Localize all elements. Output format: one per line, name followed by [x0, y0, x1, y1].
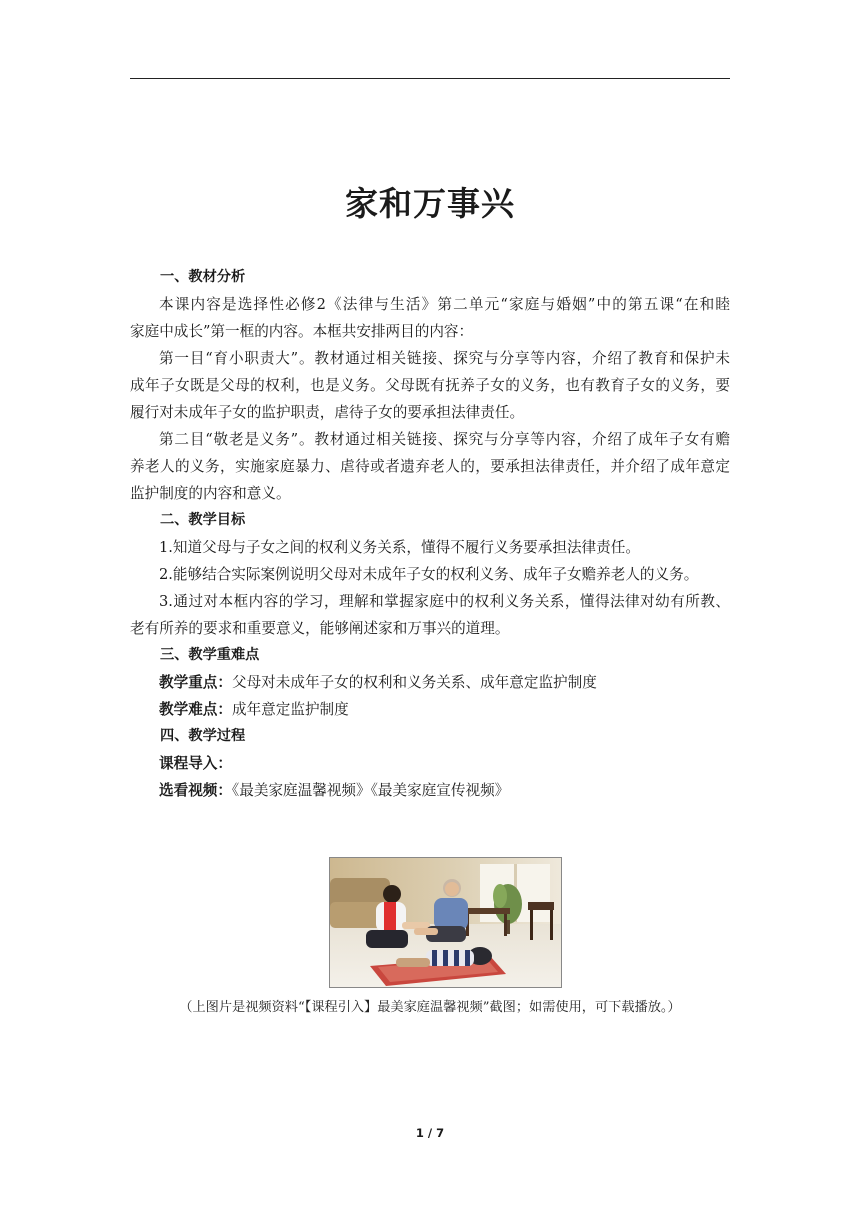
goal-item: 3.通过对本框内容的学习，理解和掌握家庭中的权利义务关系，懂得法律对幼有所教、 — [159, 593, 730, 610]
paragraph-line: 履行对未成年子女的监护职责，虐待子女的要承担法律责任。 — [130, 404, 525, 421]
video-screenshot-illustration — [330, 858, 562, 988]
video-line — [130, 777, 730, 804]
image-caption: （上图片是视频资料“【课程引入】最美家庭温馨视频”截图；如需使用，可下载播放。） — [179, 1000, 681, 1015]
section-heading-key-points: 三、教学重难点 — [160, 647, 260, 663]
key-point-text: 父母对未成年子女的权利和义务关系、成年意定监护制度 — [231, 674, 597, 691]
video-titles: 《最美家庭温馨视频》《最美家庭宣传视频》 — [231, 782, 510, 799]
paragraph-line: 第一目“育小职责大”。教材通过相关链接、探究与分享等内容，介绍了教育和保护未 — [159, 350, 730, 367]
paragraph-line: 本课内容是选择性必修2《法律与生活》第二单元“家庭与婚姻”中的第五课“在和睦 — [159, 296, 730, 313]
goal-item-continued: 老有所养的要求和重要意义，能够阐述家和万事兴的道理。 — [130, 620, 510, 637]
difficulty-label: 教学难点： — [159, 701, 232, 718]
section-heading-process: 四、教学过程 — [160, 728, 246, 744]
key-point-line — [130, 669, 730, 696]
document-body — [130, 264, 730, 804]
course-intro-label: 课程导入： — [159, 755, 232, 772]
paragraph-line: 第二目“敬老是义务”。教材通过相关链接、探究与分享等内容，介绍了成年子女有赡 — [159, 431, 730, 448]
difficulty-line — [130, 696, 730, 723]
page-number: 1 / 7 — [415, 1126, 445, 1140]
paragraph-line: 成年子女既是父母的权利，也是义务。父母既有抚养子女的义务，也有教育子女的义务，要 — [130, 377, 730, 394]
goal-item: 2.能够结合实际案例说明父母对未成年子女的权利义务、成年子女赡养老人的义务。 — [159, 566, 699, 583]
section-heading-analysis: 一、教材分析 — [160, 269, 246, 285]
difficulty-text: 成年意定监护制度 — [231, 701, 349, 718]
video-screenshot-image — [329, 857, 562, 988]
video-label: 选看视频： — [159, 782, 232, 799]
section-heading-goals: 二、教学目标 — [160, 512, 246, 528]
header-rule — [130, 78, 730, 79]
key-point-label: 教学重点： — [159, 674, 232, 691]
document-title: 家和万事兴 — [345, 184, 515, 223]
paragraph-line: 家庭中成长”第一框的内容。本框共安排两目的内容： — [130, 323, 474, 340]
paragraph-line: 养老人的义务，实施家庭暴力、虐待或者遗弃老人的，要承担法律责任，并介绍了成年意定 — [130, 458, 730, 475]
goal-item: 1.知道父母与子女之间的权利义务关系，懂得不履行义务要承担法律责任。 — [159, 539, 640, 556]
paragraph-line: 监护制度的内容和意义。 — [130, 485, 291, 502]
